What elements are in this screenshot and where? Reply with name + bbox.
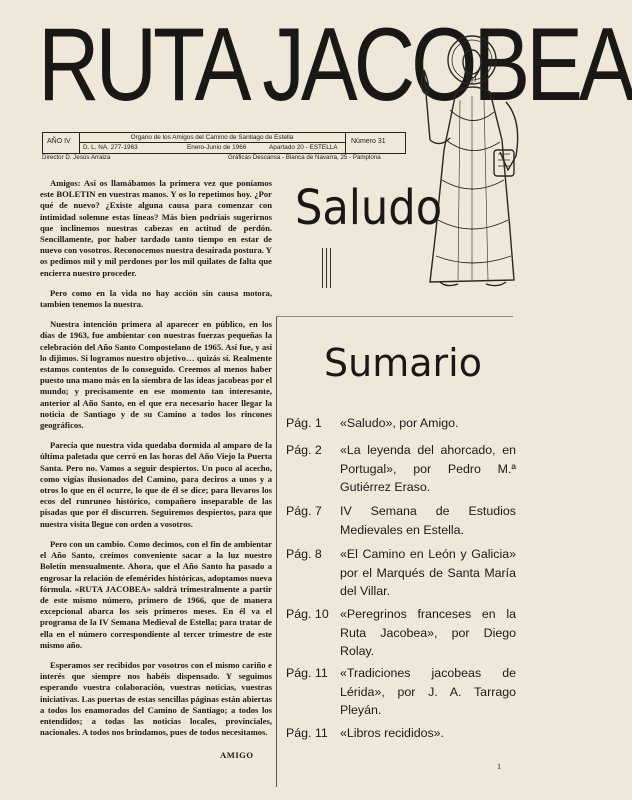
info-divider <box>79 142 345 143</box>
article-paragraph: Pero como en la vida no hay acción sin causa motora, tambien tenemos la nuestra. <box>40 287 272 310</box>
toc-entry[interactable] <box>286 502 516 540</box>
saint-james-illustration <box>410 30 530 292</box>
article-signature: AMIGO <box>220 750 254 760</box>
toc-page: Pág. 11 <box>286 666 328 680</box>
issue-number: Número 31 <box>351 138 386 145</box>
year-cell <box>43 133 80 153</box>
article-heading: Saludo <box>295 180 443 236</box>
apartado: Apartado 20 - ESTELLA <box>269 144 338 151</box>
deposito-legal: D. L. NA. 277-1963 <box>83 144 138 151</box>
page-number: 1 <box>497 762 501 771</box>
decorative-rules <box>320 248 332 288</box>
toc-text: «Peregrinos franceses en la Ruta Jacobea», por Diego Rolay. <box>340 607 516 658</box>
article-paragraph: Amigos: Así os llamábamos la primera vez que poníamos este BOLETIN en vuestras manos. Y os lo repetimos hoy. ¿Por qué de nuevo? ¿Existe alguna causa para comenzar con intimidad solemne estas líneas? Más bien podríais sugerirnos que inclinemos nuestras cabezas en actitud de perdón. Sencillamente, por haber tardado tanto tiempo en estar de nuevo con vosotros. Reconocemos nuestra desairada postura. Y os pedimos mil y mil perdones por los mil quilates de falta que encierra nuestro proceder. <box>40 178 272 278</box>
article-paragraph: Pero con un cambio. Como decimos, con el fin de ambientar el Año Santo, creímos conveniente sacar a la luz nuestro Boletín mensualmente. Ahora, que el Año Santo ha pasado a engrosar la relación de efemérides históricas, adoptamos nueva fórmula. «RUTA JACOBEA» saldrá trimestralmente a partir de este mismo número, primero de 1966, que de manera excepcional abarca los seis primeros meses. En él va el programa de la IV Semana Medieval de Estella; para tratar de ella en el número correspondiente al tercer trimestre de este mismo año. <box>40 538 272 650</box>
toc-entry[interactable] <box>286 414 516 434</box>
toc-page: Pág. 11 <box>286 726 328 740</box>
toc-entry[interactable] <box>286 664 516 720</box>
article-paragraph: Nuestra intención primera al aparecer en público, en los días de 1963, fue ambientar con nuestras fuerzas pequeñas la celebración del Año Santo Compostelano de 1965. Así fue, y así lo dijimos. Si logramos nuestro objetivo… quizás sí. Realmente estamos contentos de lo conseguido. Creemos al menos haber puesto una mano más en la siembra de las ideas jacobeas por el mundo; y precisamente en ese momento tan interesante, anterior al Año Santo, en el que era necesario hacer llegar la noticia de Santiago y de su Camino a todos los rincones geográficos. <box>40 319 272 431</box>
article-body <box>40 178 272 747</box>
toc-page: Pág. 2 <box>286 443 322 457</box>
toc-text: «El Camino en León y Galicia» por el Marqués de Santa María del Villar. <box>340 547 516 598</box>
toc-text: «Tradiciones jacobeas de Lérida», por J. A. Tarrago Pleyán. <box>340 666 516 717</box>
toc-text: «Libros recididos». <box>340 726 445 740</box>
toc-page: Pág. 10 <box>286 607 329 621</box>
toc-entry[interactable] <box>286 545 516 601</box>
toc-text: «La leyenda del ahorcado, en Portugal», por Pedro M.ª Gutiérrez Eraso. <box>340 443 516 494</box>
masthead-title: RUTA JACOBEA <box>38 7 632 123</box>
article-paragraph: Parecía que nuestra vida quedaba dormida al amparo de la última paletada que cerró en las horas del Año Viejo la Puerta Santa. Pero no. Vamos a seguir despiertos. Un poco al acecho, como vigías ilusionados del Camino, para deciros a unos y a otros lo que en él ocurre, lo que de él se dice; para llevaros los ecos del runruneo histórico, compañero inseparable de las pisadas que por él discurren. Seguiremos despiertos, para que nuestra visita llegue con orden a vosotros. <box>40 440 272 529</box>
toc-entry[interactable] <box>286 724 516 744</box>
masthead-info-box <box>42 132 406 154</box>
publication-info-cell <box>79 133 346 153</box>
toc-text: IV Semana de Estudios Medievales en Estella. <box>340 504 516 537</box>
year-label: AÑO IV <box>47 138 71 145</box>
toc-text: «Saludo», por Amigo. <box>340 416 459 430</box>
issue-period: Enero-Junio de 1966 <box>187 144 247 151</box>
toc-entry[interactable] <box>286 605 516 661</box>
toc-page: Pág. 8 <box>286 547 322 561</box>
toc-page: Pág. 1 <box>286 416 322 430</box>
director-line: Director D. Jesús Arraiza <box>42 154 111 161</box>
toc-page: Pág. 7 <box>286 504 322 518</box>
article-paragraph: Esperamos ser recibidos por vosotros con el mismo cariño e interés que siempre nos habéis dispensado. Y seguimos esperando vuestra colaboración, vuestras noticias, vuestras iniciativas. Las puertas de estas sencillas páginas están abiertas a todos los enamorados del Camino de Santiago; a todos los entendidos; a todas las noticias locales, provinciales, nacionales. A todos nos brindamos, pues de todos necesitamos. <box>40 659 272 738</box>
sumario-title: Sumario <box>324 341 482 385</box>
printer-line: Gráficas Descansa - Blanca de Navarra, 25 - Pamplona <box>228 154 381 161</box>
number-cell <box>345 133 405 153</box>
toc-entry[interactable] <box>286 441 516 497</box>
organ-line: Organo de los Amigos del Camino de Santiago de Estella <box>130 134 294 141</box>
